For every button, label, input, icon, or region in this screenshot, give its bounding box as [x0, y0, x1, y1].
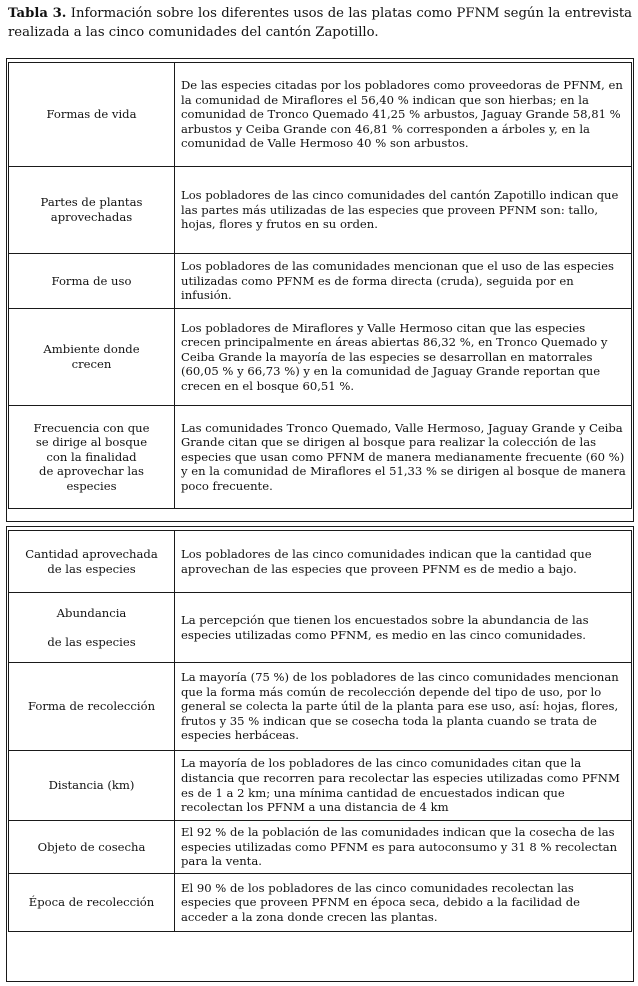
row-label-line: Distancia (km) [48, 778, 135, 793]
row-description: De las especies citadas por los pobladores como proveedoras de PFNM, en la comunidad de Miraflores el 56,40 % indican que son hierbas; en la comunidad de Tronco Quemado 41,25 % arbustos, Jaguay Grande 58,81 % arbustos y Ceiba Grande con 46,81 % corresponden a árboles y, en la comunidad de Valle Hermoso 40 % son arbustos. [175, 63, 632, 167]
row-description: La mayoría (75 %) de los pobladores de las cinco comunidades mencionan que la forma más común de recolección depende del tipo de uso, por lo general se colecta la parte útil de la planta para ese uso, así: hojas, flores, frutos y 35 % indican que se cosecha toda la planta cuando se trata de especies herbáceas. [175, 663, 632, 751]
row-description: La percepción que tienen los encuestados sobre la abundancia de las especies utilizadas como PFNM, es medio en las cinco comunidades. [175, 593, 632, 663]
uses-table-part-1 [8, 62, 632, 509]
row-label-line: Ambiente donde [43, 342, 140, 357]
row-label [9, 167, 175, 254]
row-label [9, 406, 175, 509]
row-label-line: aprovechadas [50, 210, 133, 224]
row-description: Los pobladores de las comunidades mencionan que el uso de las especies utilizadas como PFNM es de forma directa (cruda), seguida por en infusión. [175, 254, 632, 309]
caption-text: Información sobre los diferentes usos de las platas como PFNM según la entrevista realizada a las cinco comunidades del cantón Zapotillo. [8, 6, 632, 40]
row-label-line: Abundancia [56, 605, 127, 620]
row-label [9, 821, 175, 874]
table-row [9, 309, 632, 406]
table-row [9, 63, 632, 167]
row-label-line: Forma de uso [51, 273, 132, 288]
row-label [9, 593, 175, 663]
row-description: Las comunidades Tronco Quemado, Valle Hermoso, Jaguay Grande y Ceiba Grande citan que se dirigen al bosque para realizar la colección de las especies que usan como PFNM de manera medianamente frecuente (60 %) y en la comunidad de Miraflores el 51,33 % se dirigen al bosque de manera poco frecuente. [175, 406, 632, 509]
row-label [9, 663, 175, 751]
table-row [9, 663, 632, 751]
row-label [9, 63, 175, 167]
row-description: La mayoría de los pobladores de las cinco comunidades citan que la distancia que recorren para recolectar las especies utilizadas como PFNM es de 1 a 2 km; una mínima cantidad de encuestados indican que recolectan los PFNM a una distancia de 4 km [175, 751, 632, 821]
row-label [9, 874, 175, 932]
table-row [9, 167, 632, 254]
row-description: Los pobladores de las cinco comunidades del cantón Zapotillo indican que las partes más utilizadas de las especies que proveen PFNM son: tallo, hojas, flores y frutos en su orden. [175, 167, 632, 254]
row-label [9, 309, 175, 406]
row-label-line: de aprovechar las [39, 464, 144, 479]
row-description: El 90 % de los pobladores de las cinco comunidades recolectan las especies que proveen PFNM en época seca, debido a la facilidad de acceder a la zona donde crecen las plantas. [175, 874, 632, 932]
row-label-line: de las especies [47, 634, 136, 649]
table-row [9, 593, 632, 663]
table-caption [8, 4, 632, 42]
caption-label: Tabla 3. [8, 6, 67, 21]
row-label-line: con la finalidad [46, 449, 137, 464]
row-label [9, 254, 175, 309]
table-row [9, 821, 632, 874]
table-row [9, 531, 632, 593]
row-description: Los pobladores de las cinco comunidades indican que la cantidad que aprovechan de las especies que proveen PFNM es de medio a bajo. [175, 531, 632, 593]
row-description: Los pobladores de Miraflores y Valle Hermoso citan que las especies crecen principalmente en áreas abiertas 86,32 %, en Tronco Quemado y Ceiba Grande la mayoría de las especies se desarrollan en matorrales (60,05 % y 66,73 %) y en la comunidad de Jaguay Grande reportan que crecen en el bosque 60,51 %. [175, 309, 632, 406]
row-label-line: Forma de recolección [27, 699, 156, 714]
uses-table-part-2 [8, 530, 632, 932]
row-label [9, 751, 175, 821]
row-label-line [12, 620, 171, 635]
row-label [9, 531, 175, 593]
row-label-line: Cantidad aprovechada [25, 546, 158, 561]
table-row [9, 751, 632, 821]
table-row [9, 874, 632, 932]
row-description: El 92 % de la población de las comunidades indican que la cosecha de las especies utilizadas como PFNM es para autoconsumo y 31 8 % recolectan para la venta. [175, 821, 632, 874]
row-label-line: crecen [71, 357, 112, 371]
table-row [9, 254, 632, 309]
row-label-line: Objeto de cosecha [37, 839, 146, 854]
table-row [9, 406, 632, 509]
row-label-line: Partes de plantas [40, 195, 143, 210]
row-label-line: se dirige al bosque [35, 435, 148, 450]
row-label-line: de las especies [47, 561, 136, 576]
row-label-line: especies [66, 478, 117, 493]
row-label-line: Época de recolección [28, 895, 155, 910]
row-label-line: Frecuencia con que [33, 420, 150, 435]
row-label-line: Formas de vida [46, 107, 137, 122]
